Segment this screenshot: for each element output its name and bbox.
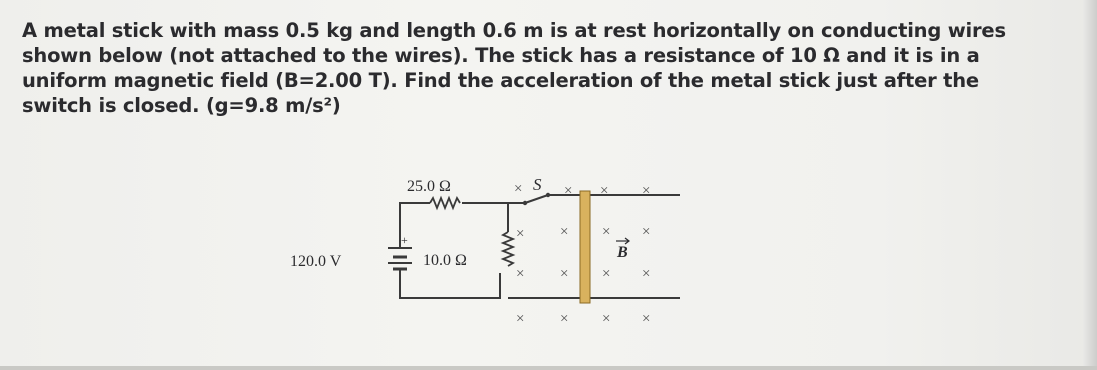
problem-line-1: A metal stick with mass 0.5 kg and length 0.6 m is at rest horizontally on conducting wires (22, 19, 1006, 42)
field-cross: × (560, 311, 569, 327)
circuit-wires (400, 195, 680, 298)
resistor-25-symbol (430, 198, 460, 208)
problem-line-2: shown below (not attached to the wires). The stick has a resistance of 10 Ω and it is in a (22, 44, 980, 67)
wire-middle-top (462, 203, 508, 232)
resistor-10-symbol (503, 232, 513, 266)
field-cross: × (602, 224, 611, 240)
field-cross: × (516, 266, 525, 282)
field-cross: × (514, 181, 523, 197)
field-cross: × (600, 183, 609, 199)
switch-label: S (533, 175, 542, 194)
field-cross: × (560, 266, 569, 282)
resistor-25-label: 25.0 Ω (407, 178, 451, 195)
battery-plus-sign: + (401, 233, 408, 247)
field-cross: × (516, 226, 525, 242)
field-cross: × (642, 224, 651, 240)
field-cross: × (516, 311, 525, 327)
problem-statement (22, 18, 1032, 118)
problem-line-3: uniform magnetic field (B=2.00 T). Find the acceleration of the metal stick just after the (22, 69, 979, 92)
resistor-10-label: 10.0 Ω (423, 252, 467, 269)
field-cross: × (560, 224, 569, 240)
problem-line-4: switch is closed. (g=9.8 m/s²) (22, 94, 341, 117)
metal-stick (580, 191, 590, 303)
circuit-diagram (280, 165, 680, 365)
field-cross: × (602, 266, 611, 282)
switch-blade (525, 195, 548, 203)
field-cross: × (642, 266, 651, 282)
circuit-svg (280, 165, 680, 365)
field-cross: × (642, 183, 651, 199)
wire-left-bottom (400, 269, 500, 298)
field-cross: × (602, 311, 611, 327)
page-edge-shadow (1083, 0, 1097, 366)
field-label: B (617, 244, 628, 261)
field-cross: × (642, 311, 651, 327)
battery-label: 120.0 V (290, 253, 342, 270)
switch-contact (546, 193, 550, 197)
field-cross: × (564, 183, 573, 199)
